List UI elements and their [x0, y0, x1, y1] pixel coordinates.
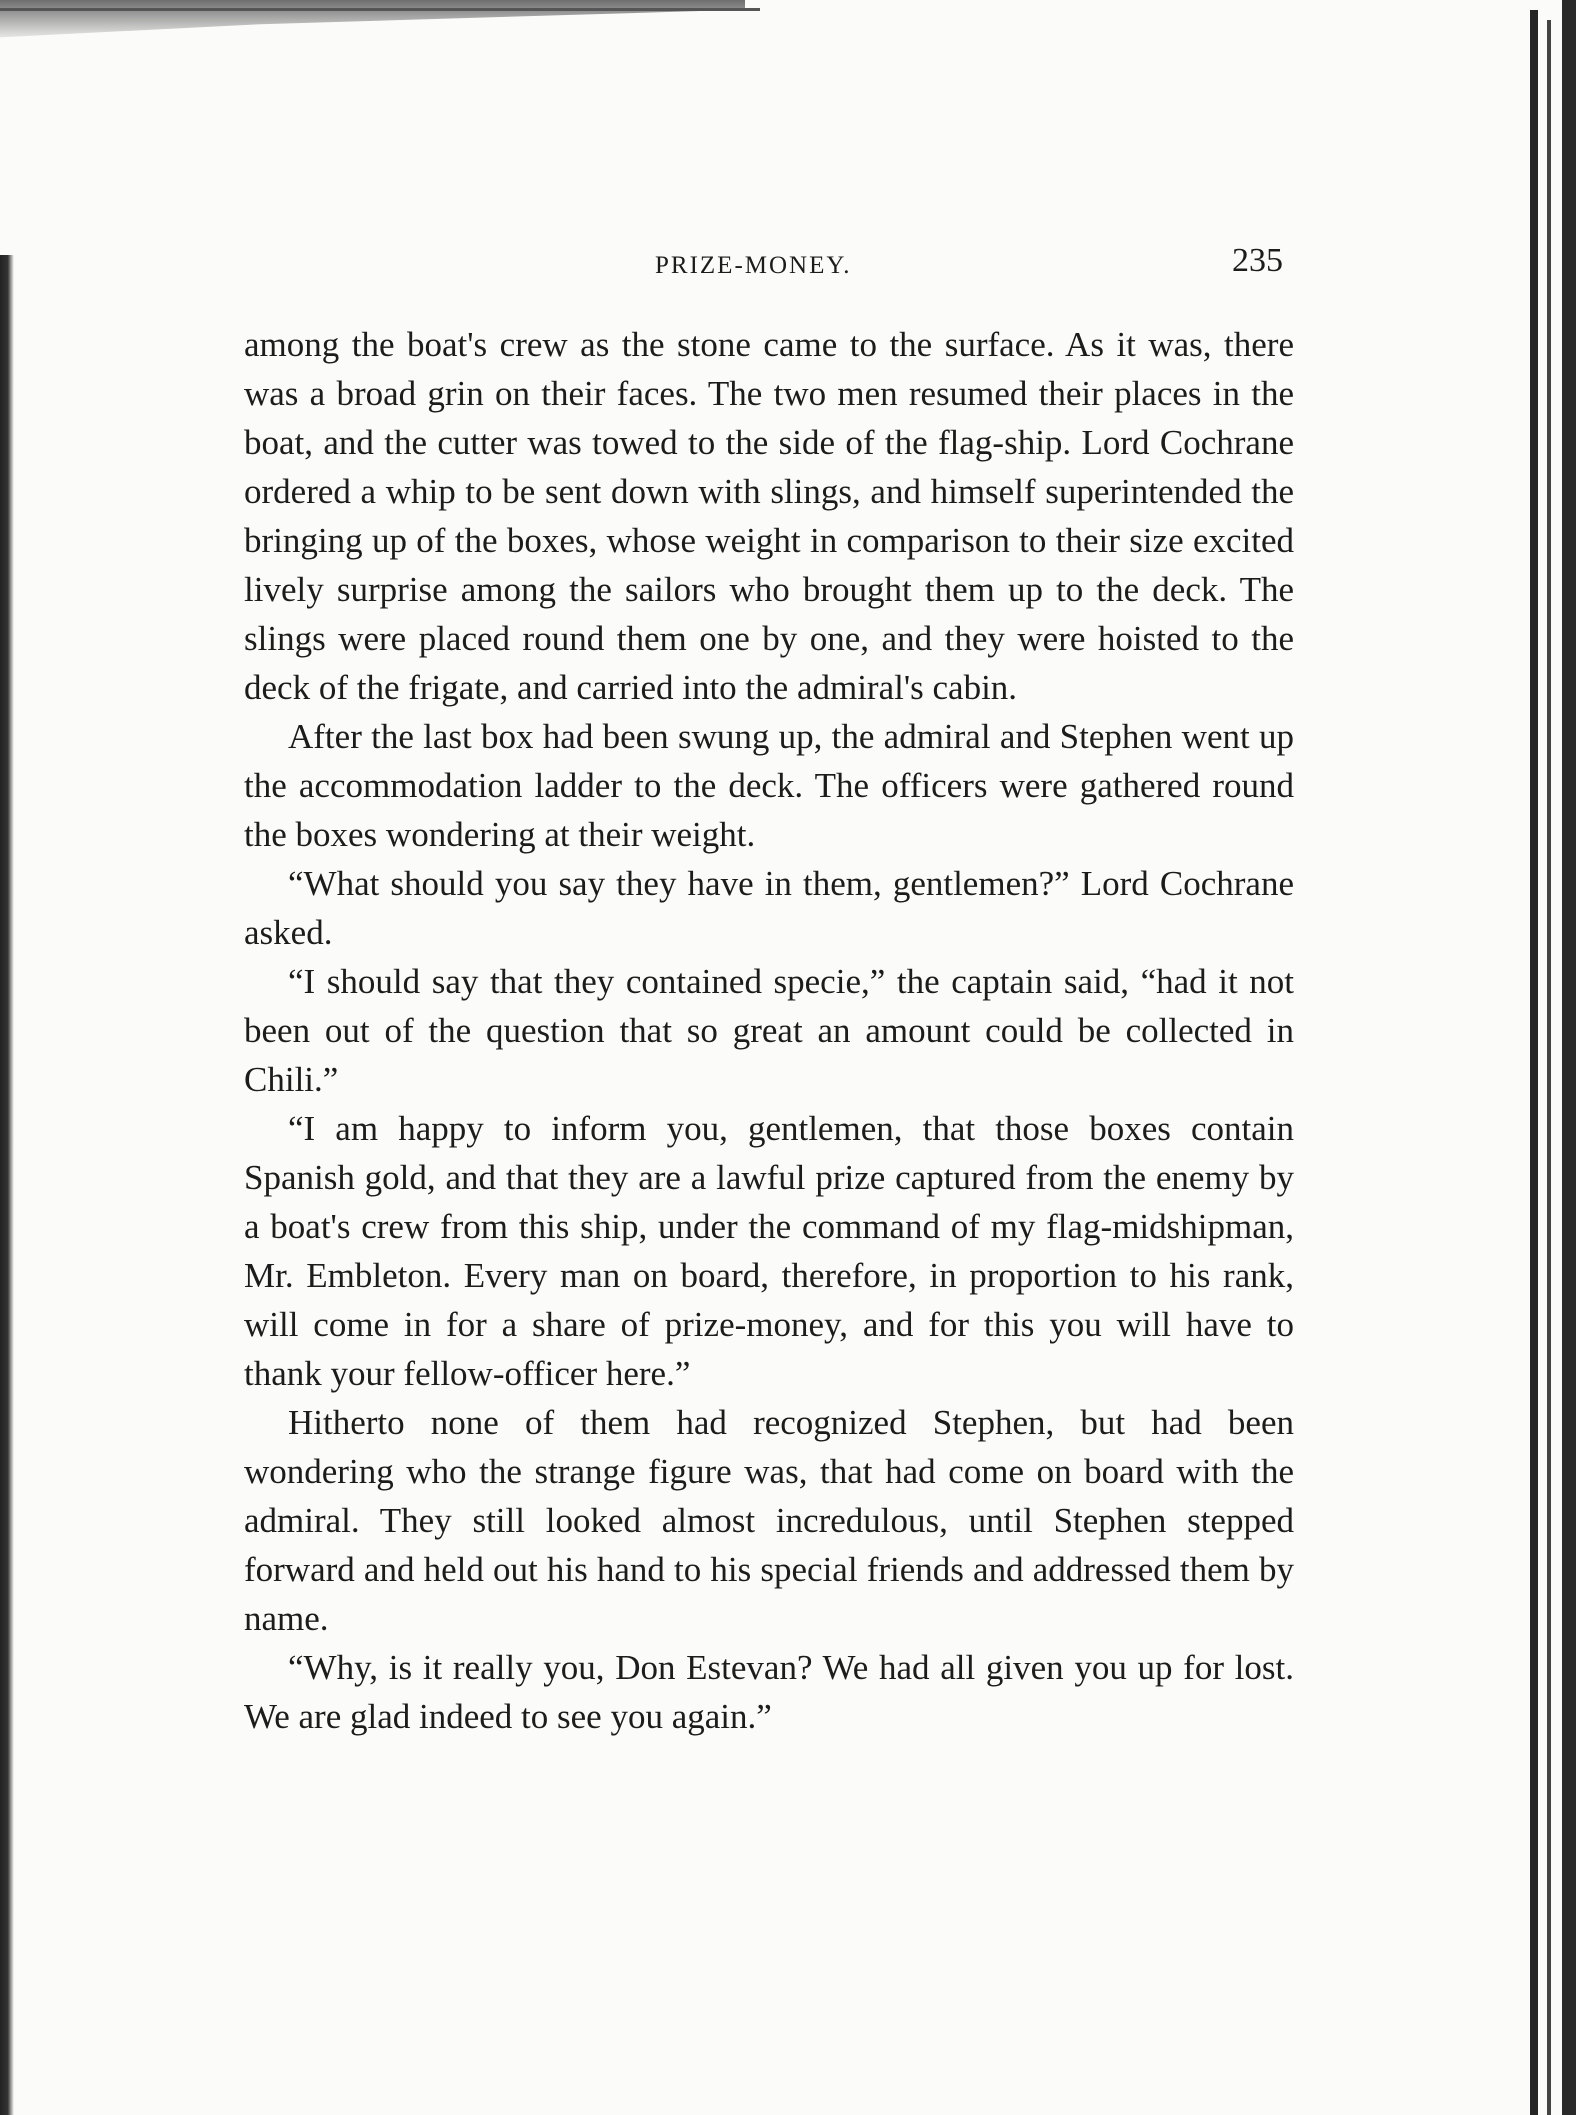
paragraph: “Why, is it really you, Don Estevan? We had all given you up for lost. We are glad indeed to see you again.”	[244, 1648, 1294, 1736]
paragraph: “I should say that they contained specie,” the captain said, “had it not been out of the question that so great an amount could be collected in Chili.”	[244, 962, 1294, 1099]
scan-smudge	[0, 0, 745, 44]
running-header: PRIZE-MONEY.	[655, 252, 852, 279]
paragraph: “I am happy to inform you, gentlemen, that those boxes contain Spanish gold, and that they are a lawful prize captured from the enemy by a boat's crew from this ship, under the command of my flag-midshipman, Mr. Embleton. Every man on board, therefore, in proportion to his rank, will come in for a share of prize-money, and for this you will have to thank your fellow-officer here.”	[244, 1109, 1294, 1393]
binding-edge-left	[0, 255, 14, 2115]
page-edge-right-inner	[1547, 20, 1551, 2115]
body-text	[244, 320, 1294, 1741]
paragraph: among the boat's crew as the stone came to the surface. As it was, there was a broad grin on their faces. The two men resumed their places in the boat, and the cutter was towed to the side of the flag-ship. Lord Cochrane ordered a whip to be sent down with slings, and himself superintended the bringing up of the boxes, whose weight in comparison to their size excited lively surprise among the sailors who brought them up to the deck. The slings were placed round them one by one, and they were hoisted to the deck of the frigate, and carried into the admiral's cabin.	[244, 325, 1294, 707]
page-number: 235	[1232, 242, 1283, 279]
paragraph: Hitherto none of them had recognized Stephen, but had been wondering who the strange figure was, that had come on board with the admiral. They still looked almost incredulous, until Stephen stepped forward and held out his hand to his special friends and addressed them by name.	[244, 1403, 1294, 1638]
page-edge-right	[1530, 10, 1538, 2115]
paragraph: “What should you say they have in them, gentlemen?” Lord Cochrane asked.	[244, 864, 1294, 952]
page-edge-right-far	[1562, 0, 1576, 2115]
paragraph: After the last box had been swung up, the admiral and Stephen went up the accommodation ladder to the deck. The officers were gathered round the boxes wondering at their weight.	[244, 717, 1294, 854]
scan-top-border	[0, 8, 760, 11]
